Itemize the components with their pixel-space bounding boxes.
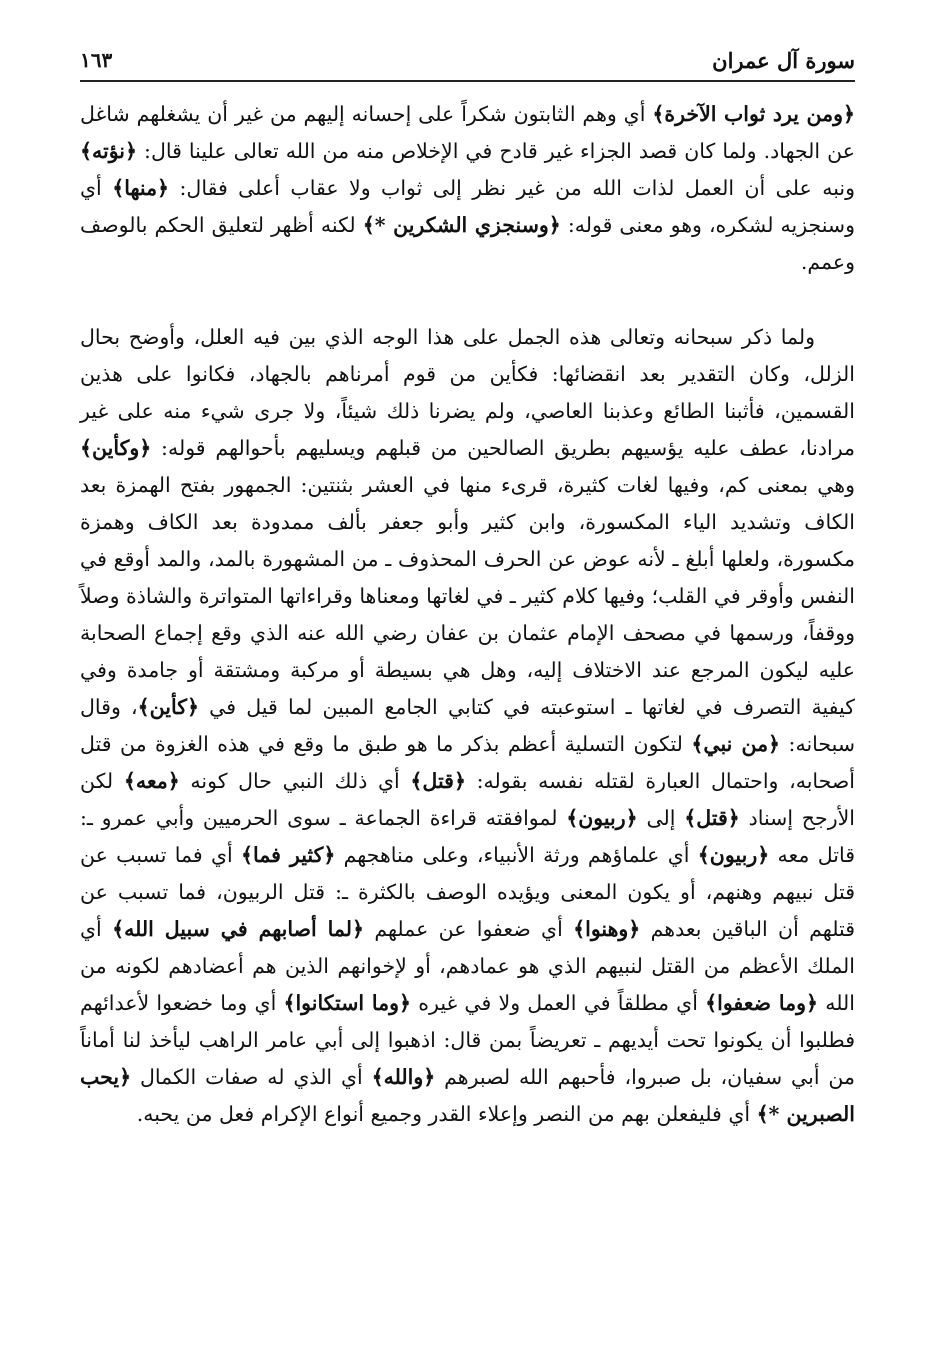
paragraph <box>80 319 855 1133</box>
quran-quote: ﴿وما استكانوا﴾ <box>283 991 412 1015</box>
commentary-text: لموافقته قراءة الجماعة ـ سوى الحرميين وأبي عمرو ـ: قاتل معه <box>80 806 855 867</box>
quran-quote: ﴿قتل﴾ <box>684 806 740 830</box>
commentary-text: ولما ذكر سبحانه وتعالى هذه الجمل على هذا الوجه الذي بين فيه العلل، وأوضح بحال الزلل، وكان التقدير بعد انقضائها: فكأين من قوم أمرناهم بالجهاد، فكانوا على هذين القسمين، فأثبنا الطائع وعذبنا العاصي، ولم يضرنا ذلك شيئاً، ولا جرى شيء منه على غير مرادنا، عطف عليه يؤسيهم بطريق الصالحين من قبلهم ويسليهم بأحوالهم قوله: <box>80 325 855 460</box>
quran-quote: ﴿قتل﴾ <box>410 769 466 793</box>
quran-quote: ﴿من نبي﴾ <box>691 732 781 756</box>
commentary-text: أي علماؤهم ورثة الأنبياء، وعلى مناهجهم <box>335 843 698 867</box>
quran-quote: ﴿كثير فما﴾ <box>241 843 336 867</box>
paragraph <box>80 96 855 281</box>
quran-quote: ﴿وهنوا﴾ <box>573 917 641 941</box>
quran-quote: ﴿لما أصابهم في سبيل الله﴾ <box>112 917 365 941</box>
quran-quote: ﴿ربيون﴾ <box>566 806 638 830</box>
commentary-text: أي ضعفوا عن عملهم <box>364 917 574 941</box>
quran-quote: ﴿وما ضعفوا﴾ <box>705 991 819 1015</box>
quran-quote: ﴿كأين﴾ <box>137 695 199 719</box>
commentary-text: ونبه على أن العمل لذات الله من غير نظر إلى ثواب ولا عقاب أعلى فقال: <box>169 176 855 200</box>
commentary-text: أي مطلقاً في العمل ولا في غيره <box>411 991 706 1015</box>
page-header <box>80 40 855 82</box>
quran-quote: ﴿والله﴾ <box>371 1065 436 1089</box>
quran-quote: ﴿ومن يرد ثواب الآخرة﴾ <box>652 102 855 126</box>
commentary-text: لكنه أظهر لتعليق الحكم بالوصف وعمم. <box>80 213 855 274</box>
commentary-text: لكن الأرجح إسناد <box>80 769 855 830</box>
tafsir-body <box>80 96 855 1133</box>
commentary-text: أي فليفعلن بهم من النصر وإعلاء القدر وجميع أنواع الإكرام فعل من يحبه. <box>136 1102 757 1126</box>
commentary-text: أي وسنجزيه لشكره، وهو معنى قوله: <box>80 176 856 237</box>
quran-quote: ﴿وكأين﴾ <box>80 436 152 460</box>
quran-quote: ﴿معه﴾ <box>123 769 180 793</box>
commentary-text: أي الملك الأعظم من القتل لنبيهم الذي هو عمادهم، أو لإخوانهم الذين هم أعضادهم لكونه من الله <box>80 917 855 1015</box>
commentary-text: أي وما خضعوا لأعدائهم فطلبوا أن يكونوا تحت أيديهم ـ تعريضاً بمن قال: اذهبوا إلى أبي عامر الراهب ليأخذ لنا أماناً من أبي سفيان، بل صبروا، فأحبهم الله لصبرهم <box>80 991 855 1089</box>
commentary-text: أي الذي له صفات الكمال <box>131 1065 372 1089</box>
quran-quote: ﴿يحب الصبرين *﴾ <box>80 1065 855 1126</box>
page-number: ١٦٣ <box>80 48 113 72</box>
commentary-text: وهي بمعنى كم، وفيها لغات كثيرة، قرىء منها في العشر بثنتين: الجمهور بفتح الهمزة بعد الكاف وتشديد الياء المكسورة، وابن كثير وأبو جعفر بألف ممدودة بعد الكاف وهمزة مكسورة، ولعلها أبلغ ـ لأنه عوض عن الحرف المحذوف ـ من المشهورة بالمد، والمد أوقع في النفس وأوقر في القلب؛ وفيها كلام كثير ـ في لغاتها ومعناها وقراءاتها المتواترة والشاذة وصلاً ووقفاً، ورسمها في مصحف الإمام عثمان بن عفان رضي الله عنه الذي وقع إجماع الصحابة عليه ليكون المرجع عند الاختلاف إليه، وهل هي بسيطة أو مركبة ومشتقة أو جامدة وفي كيفية التصرف في لغاتها ـ استوعبته في كتابي الجامع المبين لما قيل في <box>80 473 855 719</box>
commentary-text: أي فما تسبب عن قتل نبيهم وهنهم، أو يكون المعنى ويؤيده الوصف بالكثرة ـ: قتل الربيون، فما تسبب عن قتلهم أن الباقين بعدهم <box>80 843 855 941</box>
commentary-text: لتكون التسلية أعظم بذكر ما هو طبق ما وقع في هذه الغزوة من قتل أصحابه، واحتمال العبارة لقتله نفسه بقوله: <box>80 732 855 793</box>
quran-quote: ﴿منها﴾ <box>112 176 170 200</box>
commentary-text: أي وهم الثابتون شكراً على إحسانه إليهم من غير أن يشغلهم شاغل عن الجهاد. ولما كان قصد الجزاء غير قادح في الإخلاص منه من الله تعالى علينا قال: <box>80 102 855 163</box>
commentary-text: أي ذلك النبي حال كونه <box>179 769 411 793</box>
surah-title: سورة آل عمران <box>712 48 855 73</box>
quran-quote: ﴿وسنجزي الشكرين *﴾ <box>362 213 561 237</box>
quran-quote: ﴿نؤته﴾ <box>80 139 138 163</box>
commentary-text: إلى <box>637 806 685 830</box>
commentary-text: ، وقال سبحانه: <box>80 695 855 756</box>
quran-quote: ﴿ربيون﴾ <box>697 843 770 867</box>
